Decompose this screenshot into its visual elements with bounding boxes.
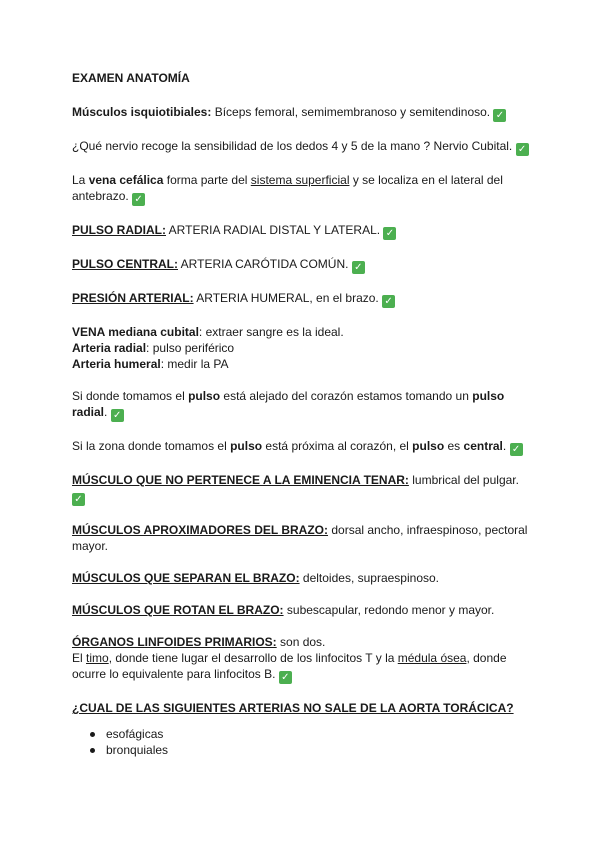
rotan-text: subescapular, redondo menor y mayor.	[283, 603, 495, 617]
vasos-text: : extraer sangre es la ideal.	[198, 325, 344, 339]
vasos-line	[72, 356, 532, 372]
document-content	[72, 70, 532, 758]
cefalica-text: La	[72, 173, 89, 187]
check-icon: ✓	[510, 443, 523, 456]
check-icon: ✓	[72, 493, 85, 506]
presion-label: PRESIÓN ARTERIAL:	[72, 291, 194, 305]
list-item: bronquiales	[106, 742, 532, 758]
pulso2-bold: pulso	[412, 439, 445, 453]
pulso-radial-text: ARTERIA RADIAL DISTAL Y LATERAL.	[166, 223, 384, 237]
isquiotibiales-text: Bíceps femoral, semimembranoso y semitendinoso.	[211, 105, 494, 119]
check-icon: ✓	[279, 671, 292, 684]
organos-detail-line	[72, 650, 532, 684]
paragraph-presion-arterial	[72, 290, 532, 308]
pulso1-text: .	[104, 405, 111, 419]
organos-detail-text: , donde ocurre lo equivalente para linfocitos B.	[72, 651, 507, 681]
check-icon: ✓	[111, 409, 124, 422]
paragraph-vasos	[72, 324, 532, 372]
pulso1-bold: pulso	[188, 389, 221, 403]
cefalica-bold: vena cefálica	[88, 173, 164, 187]
aproximadores-text: dorsal ancho, infraespinoso, pectoral mayor.	[72, 523, 528, 553]
check-icon: ✓	[352, 261, 365, 274]
organos-heading-line	[72, 634, 532, 650]
paragraph-nervio-cubital	[72, 138, 532, 156]
paragraph-pulso-central	[72, 256, 532, 274]
check-icon: ✓	[383, 227, 396, 240]
vasos-bold: VENA mediana cubital	[72, 325, 199, 339]
check-icon: ✓	[132, 193, 145, 206]
pulso-central-label: PULSO CENTRAL:	[72, 257, 178, 271]
paragraph-pulso-radial-explicacion	[72, 388, 532, 422]
check-icon: ✓	[516, 143, 529, 156]
cefalica-text: y se localiza en el lateral del antebrazo.	[72, 173, 503, 203]
pulso1-bold: pulso radial	[72, 389, 505, 419]
pulso2-text: está próxima al corazón, el	[262, 439, 413, 453]
organos-detail-text: , donde tiene lugar el desarrollo de los linfocitos T y la	[108, 651, 398, 665]
rotan-label: MÚSCULOS QUE ROTAN EL BRAZO:	[72, 603, 284, 617]
presion-text: ARTERIA HUMERAL, en el brazo.	[193, 291, 383, 305]
organos-text: son dos.	[276, 635, 326, 649]
tenar-text: lumbrical del pulgar.	[408, 473, 519, 487]
cefalica-underline: sistema superficial	[250, 173, 350, 187]
organos-underline: médula ósea	[397, 651, 467, 665]
cefalica-text: forma parte del	[163, 173, 251, 187]
separan-text: deltoides, supraespinoso.	[299, 571, 440, 585]
vasos-text: : medir la PA	[160, 357, 229, 371]
nervio-text: ¿Qué nervio recoge la sensibilidad de los dedos 4 y 5 de la mano ? Nervio Cubital.	[72, 139, 516, 153]
organos-detail-text: El	[72, 651, 87, 665]
pulso1-text: Si donde tomamos el	[72, 389, 189, 403]
paragraph-rotan	[72, 602, 532, 618]
paragraph-pulso-central-explicacion	[72, 438, 532, 456]
list-item: esofágicas	[106, 726, 532, 742]
paragraph-organos-linfoides	[72, 634, 532, 684]
paragraph-aproximadores	[72, 522, 532, 554]
separan-label: MÚSCULOS QUE SEPARAN EL BRAZO:	[72, 571, 300, 585]
vasos-line	[72, 324, 532, 340]
organos-label: ÓRGANOS LINFOIDES PRIMARIOS:	[72, 635, 277, 649]
check-icon: ✓	[382, 295, 395, 308]
vasos-text: : pulso periférico	[146, 341, 235, 355]
aproximadores-label: MÚSCULOS APROXIMADORES DEL BRAZO:	[72, 523, 329, 537]
paragraph-aorta-question	[72, 700, 532, 716]
pulso2-bold: pulso	[230, 439, 263, 453]
pulso2-text: Si la zona donde tomamos el	[72, 439, 231, 453]
paragraph-eminencia-tenar	[72, 472, 532, 506]
tenar-label: MÚSCULO QUE NO PERTENECE A LA EMINENCIA TENAR:	[72, 473, 409, 487]
check-icon: ✓	[493, 109, 506, 122]
paragraph-pulso-radial	[72, 222, 532, 240]
vasos-line	[72, 340, 532, 356]
aorta-options-list	[72, 726, 532, 758]
vasos-bold: Arteria radial	[72, 341, 147, 355]
vasos-bold: Arteria humeral	[72, 357, 161, 371]
paragraph-separan	[72, 570, 532, 586]
pulso1-text: está alejado del corazón estamos tomando un	[220, 389, 473, 403]
paragraph-isquiotibiales	[72, 104, 532, 122]
document-title: EXAMEN ANATOMÍA	[72, 71, 190, 85]
aorta-question-label: ¿CUAL DE LAS SIGUIENTES ARTERIAS NO SALE DE LA AORTA TORÁCICA?	[72, 701, 514, 715]
pulso2-text: .	[502, 439, 510, 453]
pulso2-text: es	[444, 439, 464, 453]
pulso-radial-label: PULSO RADIAL:	[72, 223, 166, 237]
isquiotibiales-label: Músculos isquiotibiales:	[72, 105, 212, 119]
paragraph-vena-cefalica	[72, 172, 532, 206]
organos-underline: timo	[86, 651, 109, 665]
pulso2-bold: central	[463, 439, 503, 453]
pulso-central-text: ARTERIA CARÓTIDA COMÚN.	[178, 257, 352, 271]
